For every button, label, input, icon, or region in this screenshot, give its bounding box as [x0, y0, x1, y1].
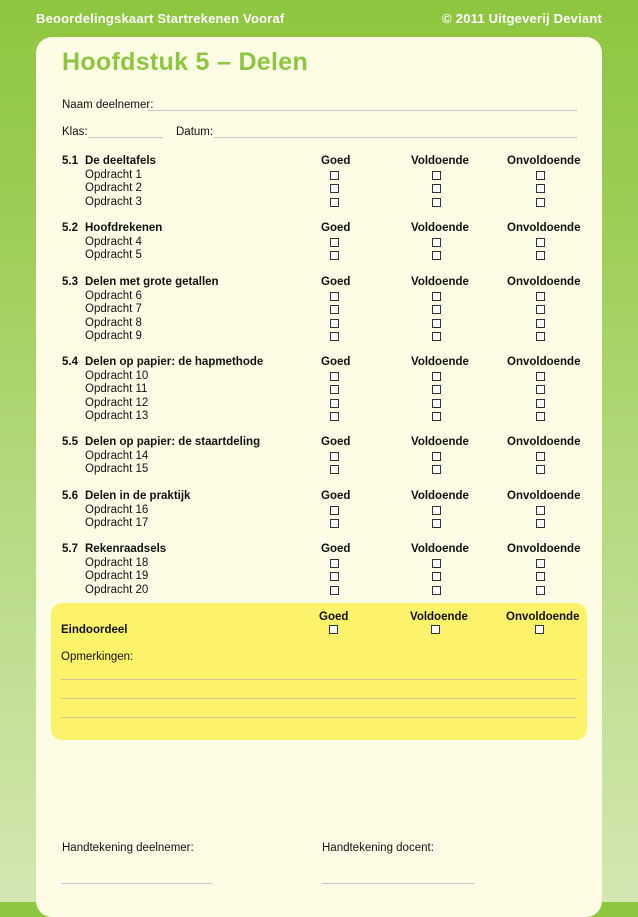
opdracht-label: Opdracht 20 — [85, 583, 149, 596]
section-title: Delen op papier: de staartdeling — [85, 436, 261, 448]
eind-goed-header: Goed — [319, 611, 349, 623]
goed-checkbox[interactable] — [330, 586, 339, 595]
voldoende-checkbox[interactable] — [432, 506, 441, 515]
opmerkingen-line[interactable] — [61, 717, 577, 718]
onvoldoende-checkbox[interactable] — [536, 586, 545, 595]
voldoende-checkbox[interactable] — [432, 305, 441, 314]
naam-label: Naam deelnemer: — [62, 99, 154, 111]
voldoende-checkbox[interactable] — [432, 572, 441, 581]
section-number: 5.3 — [62, 276, 78, 288]
goed-checkbox[interactable] — [330, 184, 339, 193]
onvoldoende-header: Onvoldoende — [507, 436, 581, 448]
goed-checkbox[interactable] — [330, 251, 339, 260]
goed-checkbox[interactable] — [330, 506, 339, 515]
copyright-text: © 2011 Uitgeverij Deviant — [442, 11, 602, 26]
onvoldoende-checkbox[interactable] — [536, 465, 545, 474]
klas-label: Klas: — [62, 126, 88, 138]
opdracht-label: Opdracht 13 — [85, 410, 149, 422]
onvoldoende-checkbox[interactable] — [536, 399, 545, 408]
onvoldoende-checkbox[interactable] — [536, 385, 545, 394]
voldoende-header: Voldoende — [411, 436, 469, 448]
goed-header: Goed — [321, 222, 351, 234]
datum-label: Datum: — [176, 126, 214, 138]
goed-checkbox[interactable] — [330, 198, 339, 207]
opdracht-label: Opdracht 3 — [85, 195, 142, 208]
opdracht-label: Opdracht 9 — [85, 330, 142, 342]
goed-checkbox[interactable] — [330, 385, 339, 394]
section-number: 5.4 — [62, 356, 78, 368]
opdracht-label: Opdracht 12 — [85, 396, 149, 409]
opdracht-label: Opdracht 1 — [85, 168, 142, 181]
goed-checkbox[interactable] — [330, 292, 339, 301]
section-title: De deeltafels — [85, 155, 156, 167]
goed-checkbox[interactable] — [330, 238, 339, 247]
voldoende-checkbox[interactable] — [432, 238, 441, 247]
onvoldoende-checkbox[interactable] — [536, 251, 545, 260]
voldoende-checkbox[interactable] — [432, 385, 441, 394]
voldoende-checkbox[interactable] — [432, 519, 441, 528]
naam-field[interactable] — [148, 110, 577, 111]
eind-goed-checkbox[interactable] — [329, 625, 338, 634]
klas-field[interactable] — [88, 137, 163, 138]
opdracht-label: Opdracht 15 — [85, 463, 149, 475]
goed-checkbox[interactable] — [330, 332, 339, 341]
voldoende-checkbox[interactable] — [432, 586, 441, 595]
eind-voldoende-header: Voldoende — [410, 611, 468, 623]
goed-header: Goed — [321, 356, 351, 368]
voldoende-checkbox[interactable] — [432, 184, 441, 193]
onvoldoende-checkbox[interactable] — [536, 184, 545, 193]
voldoende-checkbox[interactable] — [432, 412, 441, 421]
onvoldoende-checkbox[interactable] — [536, 292, 545, 301]
onvoldoende-checkbox[interactable] — [536, 452, 545, 461]
section-title: Delen op papier: de hapmethode — [85, 356, 264, 368]
voldoende-header: Voldoende — [411, 155, 469, 167]
opdracht-label: Opdracht 5 — [85, 249, 142, 261]
opdracht-label: Opdracht 11 — [85, 383, 148, 395]
voldoende-checkbox[interactable] — [432, 332, 441, 341]
opdracht-label: Opdracht 14 — [85, 449, 149, 462]
section-number: 5.5 — [62, 436, 78, 448]
opdracht-label: Opdracht 18 — [85, 556, 149, 569]
goed-header: Goed — [321, 543, 351, 555]
voldoende-header: Voldoende — [411, 490, 469, 502]
onvoldoende-header: Onvoldoende — [507, 222, 581, 234]
voldoende-header: Voldoende — [411, 543, 469, 555]
onvoldoende-checkbox[interactable] — [536, 198, 545, 207]
eindoordeel-label: Eindoordeel — [61, 624, 128, 636]
onvoldoende-checkbox[interactable] — [536, 506, 545, 515]
page-title: Hoofdstuk 5 – Delen — [62, 48, 309, 76]
onvoldoende-checkbox[interactable] — [536, 559, 545, 568]
onvoldoende-checkbox[interactable] — [536, 238, 545, 247]
onvoldoende-checkbox[interactable] — [536, 171, 545, 180]
opdracht-label: Opdracht 6 — [85, 289, 142, 302]
voldoende-checkbox[interactable] — [432, 198, 441, 207]
opdracht-label: Opdracht 19 — [85, 570, 149, 582]
opdracht-label: Opdracht 7 — [85, 303, 142, 315]
handtekening-deelnemer-line[interactable] — [62, 883, 212, 884]
goed-checkbox[interactable] — [330, 399, 339, 408]
onvoldoende-checkbox[interactable] — [536, 572, 545, 581]
onvoldoende-header: Onvoldoende — [507, 155, 581, 167]
voldoende-header: Voldoende — [411, 356, 469, 368]
goed-checkbox[interactable] — [330, 519, 339, 528]
onvoldoende-header: Onvoldoende — [507, 276, 581, 288]
voldoende-checkbox[interactable] — [432, 319, 441, 328]
onvoldoende-checkbox[interactable] — [536, 319, 545, 328]
handtekening-docent-line[interactable] — [322, 883, 474, 884]
section-number: 5.7 — [62, 543, 78, 555]
onvoldoende-checkbox[interactable] — [536, 372, 545, 381]
opdracht-label: Opdracht 2 — [85, 182, 142, 194]
section-number: 5.6 — [62, 490, 78, 502]
goed-header: Goed — [321, 276, 351, 288]
voldoende-checkbox[interactable] — [432, 465, 441, 474]
onvoldoende-header: Onvoldoende — [507, 356, 581, 368]
onvoldoende-header: Onvoldoende — [507, 490, 581, 502]
datum-field[interactable] — [214, 137, 577, 138]
voldoende-header: Voldoende — [411, 222, 469, 234]
opmerkingen-label: Opmerkingen: — [61, 651, 134, 663]
section-number: 5.1 — [62, 155, 78, 167]
goed-checkbox[interactable] — [330, 372, 339, 381]
onvoldoende-header: Onvoldoende — [507, 543, 581, 555]
opdracht-label: Opdracht 4 — [85, 235, 142, 248]
voldoende-checkbox[interactable] — [432, 372, 441, 381]
opdracht-label: Opdracht 8 — [85, 316, 142, 329]
goed-header: Goed — [321, 155, 351, 167]
voldoende-checkbox[interactable] — [432, 559, 441, 568]
section-title: Delen met grote getallen — [85, 276, 219, 288]
onvoldoende-checkbox[interactable] — [536, 332, 545, 341]
section-title: Hoofdrekenen — [85, 222, 163, 234]
top-bar — [0, 0, 638, 36]
goed-checkbox[interactable] — [330, 452, 339, 461]
eind-onvoldoende-header: Onvoldoende — [506, 611, 580, 623]
voldoende-checkbox[interactable] — [432, 292, 441, 301]
section-title: Delen in de praktijk — [85, 490, 191, 502]
eindoordeel-box — [51, 603, 587, 740]
voldoende-checkbox[interactable] — [432, 452, 441, 461]
voldoende-checkbox[interactable] — [432, 171, 441, 180]
onvoldoende-checkbox[interactable] — [536, 412, 545, 421]
goed-checkbox[interactable] — [330, 572, 339, 581]
onvoldoende-checkbox[interactable] — [536, 519, 545, 528]
opmerkingen-line[interactable] — [61, 679, 577, 680]
opdracht-label: Opdracht 17 — [85, 517, 149, 529]
section-number: 5.2 — [62, 222, 78, 234]
voldoende-checkbox[interactable] — [432, 251, 441, 260]
voldoende-checkbox[interactable] — [432, 399, 441, 408]
goed-header: Goed — [321, 436, 351, 448]
goed-checkbox[interactable] — [330, 559, 339, 568]
eind-voldoende-checkbox[interactable] — [431, 625, 440, 634]
goed-checkbox[interactable] — [330, 465, 339, 474]
opmerkingen-line[interactable] — [61, 698, 577, 699]
onvoldoende-checkbox[interactable] — [536, 305, 545, 314]
opdracht-label: Opdracht 16 — [85, 503, 149, 516]
goed-checkbox[interactable] — [330, 412, 339, 421]
goed-header: Goed — [321, 490, 351, 502]
section-title: Rekenraadsels — [85, 543, 167, 555]
eind-onvoldoende-checkbox[interactable] — [535, 625, 544, 634]
voldoende-header: Voldoende — [411, 276, 469, 288]
goed-checkbox[interactable] — [330, 171, 339, 180]
goed-checkbox[interactable] — [330, 305, 339, 314]
header-left-text: Beoordelingskaart Startrekenen Vooraf — [36, 11, 285, 26]
goed-checkbox[interactable] — [330, 319, 339, 328]
handtekening-deelnemer-label: Handtekening deelnemer: — [62, 842, 194, 854]
handtekening-docent-label: Handtekening docent: — [322, 842, 434, 854]
opdracht-label: Opdracht 10 — [85, 369, 149, 382]
